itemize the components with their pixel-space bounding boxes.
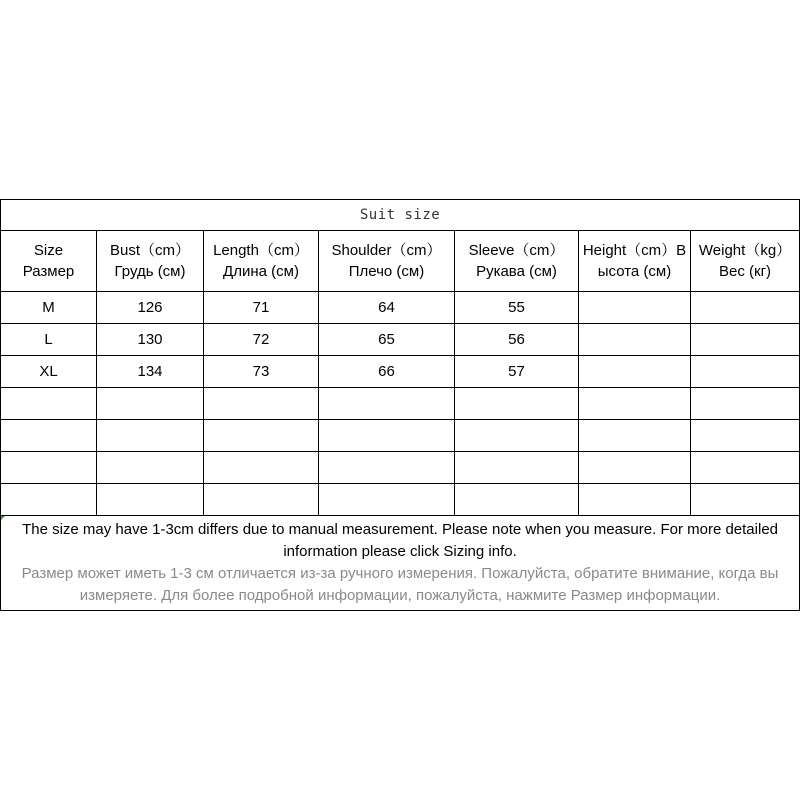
col-header-length [204,231,319,292]
table-cell [691,324,800,356]
col-header-en: Shoulder（cm） [331,242,442,259]
table-cell: XL [1,356,97,388]
table-row [1,292,800,324]
col-header-sleeve [455,231,579,292]
table-cell [579,356,691,388]
table-cell [1,388,97,420]
col-header-ru: Длина (см) [223,263,299,280]
table-row [1,484,800,516]
col-header-shoulder [319,231,455,292]
table-cell [97,388,204,420]
table-row [1,388,800,420]
col-header-en: Sleeve（cm） [468,242,565,259]
table-cell [455,452,579,484]
col-header-size [1,231,97,292]
table-cell [1,484,97,516]
table-cell [319,388,455,420]
table-cell [579,292,691,324]
col-header-ru: Рукава (см) [476,263,557,280]
table-cell [691,356,800,388]
note-row [1,516,800,611]
table-row [1,452,800,484]
table-cell [579,324,691,356]
col-header-ru: ысота (см) [597,263,672,280]
table-cell [579,452,691,484]
table-cell [579,420,691,452]
table-cell [691,452,800,484]
col-header-en: Length（cm） [213,242,309,259]
table-cell [691,388,800,420]
table-cell: 134 [97,356,204,388]
table-cell [455,420,579,452]
table-cell [455,388,579,420]
table-cell: 72 [204,324,319,356]
col-header-en: Weight（kg） [698,242,792,259]
col-header-ru: Размер [22,263,75,280]
table-cell [579,484,691,516]
table-row [1,356,800,388]
col-header-ru: Вес (кг) [719,263,772,280]
table-cell [1,452,97,484]
table-cell [204,388,319,420]
table-cell: 65 [319,324,455,356]
table-cell [97,452,204,484]
table-cell [204,452,319,484]
note-english: The size may have 1-3cm differs due to manual measurement. Please note when you measure. For more detailed information please click Sizing info. [22,521,779,560]
col-header-bust [97,231,204,292]
col-header-ru: Грудь (см) [114,263,186,280]
table-cell [691,420,800,452]
table-cell [1,420,97,452]
table-cell: 64 [319,292,455,324]
col-header-en: Bust（cm） [109,242,190,259]
table-cell [319,484,455,516]
chart-title: Suit size [1,200,800,231]
table-cell [319,420,455,452]
table-cell: 56 [455,324,579,356]
table-cell: 71 [204,292,319,324]
table-cell [97,484,204,516]
table-cell: 55 [455,292,579,324]
table-row [1,420,800,452]
table-cell [691,484,800,516]
corner-mark-icon [1,516,5,520]
header-row [1,231,800,292]
table-cell [691,292,800,324]
measurement-note [1,516,800,611]
table-cell [455,484,579,516]
table-cell [204,420,319,452]
table-cell: M [1,292,97,324]
table-cell [204,484,319,516]
table-cell [319,452,455,484]
col-header-ru: Плечо (см) [348,263,425,280]
table-cell: 57 [455,356,579,388]
col-header-weight [691,231,800,292]
title-row [1,200,800,231]
table-cell [579,388,691,420]
size-chart-table [0,199,800,611]
table-cell: 73 [204,356,319,388]
col-header-height [579,231,691,292]
col-header-en: Height（cm）В [582,242,687,259]
table-cell: L [1,324,97,356]
table-cell: 126 [97,292,204,324]
table-cell: 130 [97,324,204,356]
table-cell [97,420,204,452]
note-russian: Размер может иметь 1-3 см отличается из-за ручного измерения. Пожалуйста, обратите внимание, когда вы измеряете. Для более подробной информации, пожалуйста, нажмите Размер информации. [21,565,779,604]
table-cell: 66 [319,356,455,388]
table-row [1,324,800,356]
col-header-en: Size [33,242,64,259]
